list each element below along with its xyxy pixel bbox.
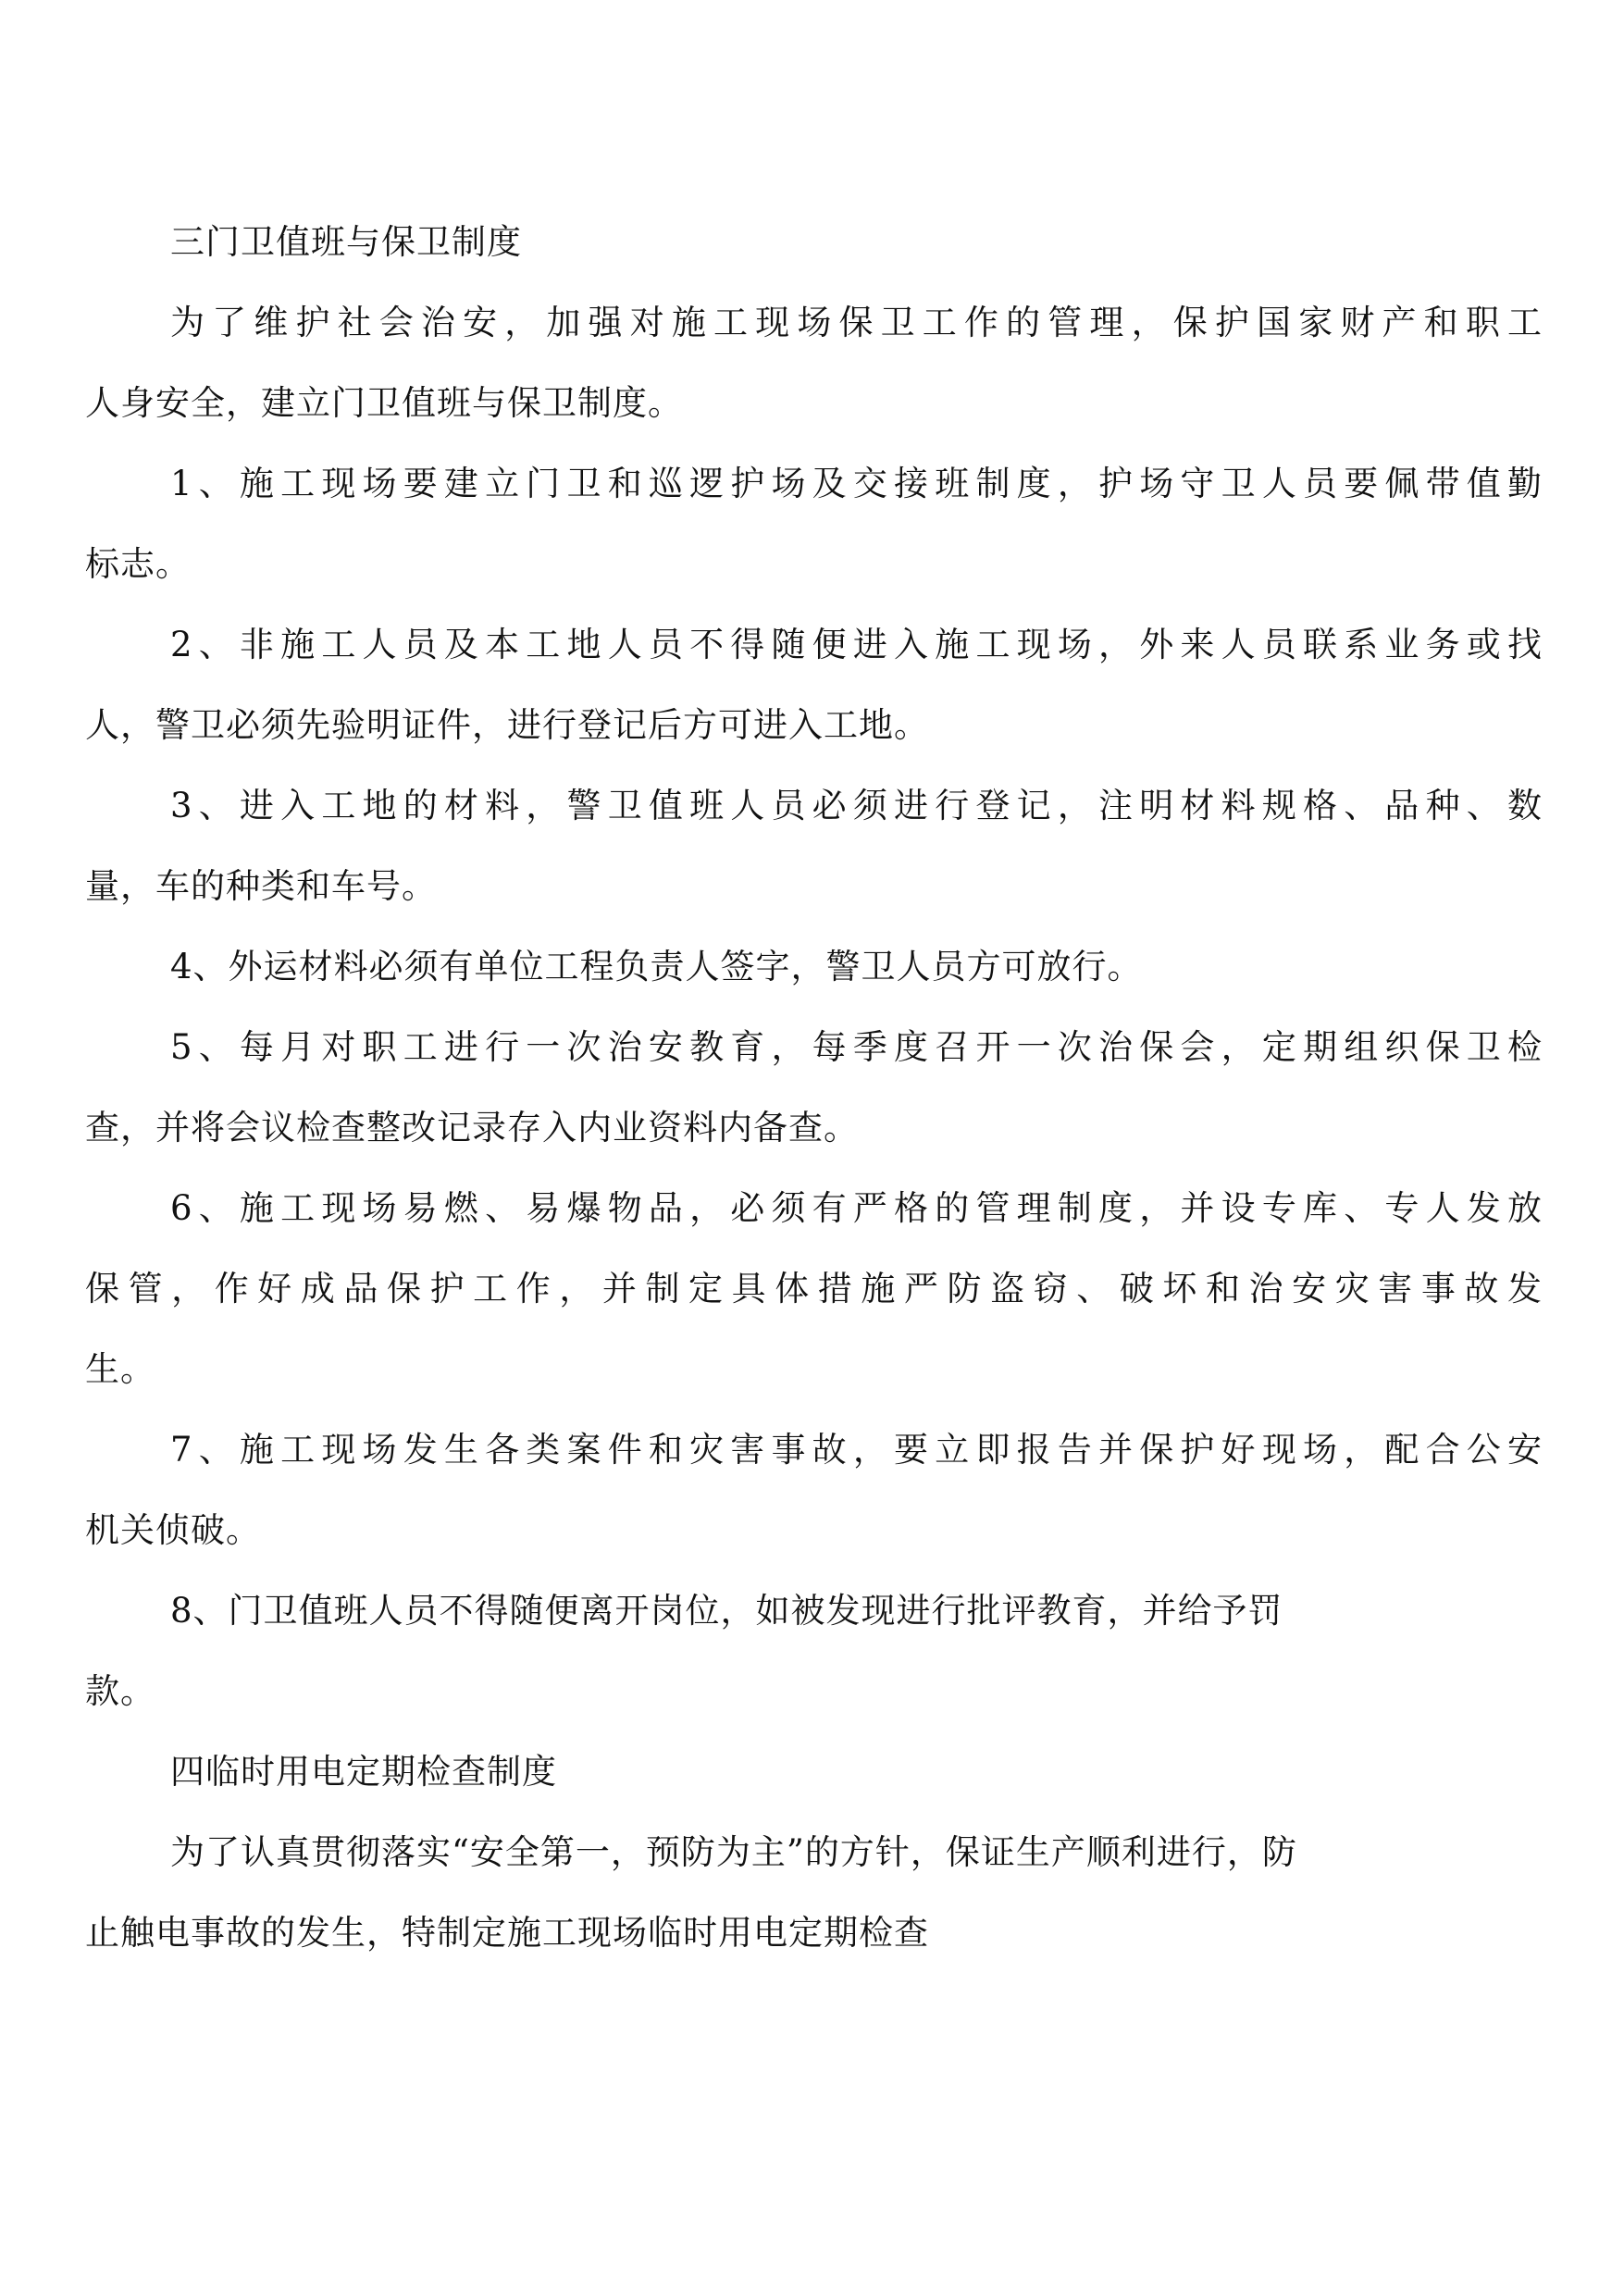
rule-2-line-1: 2、非施工人员及本工地人员不得随便进入施工现场，外来人员联系业务或找 [170, 625, 1543, 664]
rule-5-line-2: 查，并将会议检查整改记录存入内业资料内备查。 [85, 1108, 859, 1148]
rule-3-line-2: 量，车的种类和车号。 [85, 866, 437, 906]
rule-3-line-1: 3、进入工地的材料，警卫值班人员必须进行登记，注明材料规格、品种、数 [170, 786, 1543, 825]
rule-4-line-1: 4、外运材料必须有单位工程负责人签字，警卫人员方可放行。 [170, 947, 1143, 986]
section-4-intro-line-1: 为了认真贯彻落实“安全第一，预防为主”的方针，保证生产顺利进行，防 [170, 1832, 1297, 1872]
rule-1-line-1: 1、施工现场要建立门卫和巡逻护场及交接班制度，护场守卫人员要佩带值勤 [170, 464, 1543, 503]
rule-6-line-3: 生。 [85, 1349, 155, 1389]
section-4-intro-line-2: 止触电事故的发生，特制定施工现场临时用电定期检查 [85, 1913, 929, 1953]
rule-7-line-2: 机关侦破。 [85, 1510, 261, 1550]
rule-6-line-2: 保管，作好成品保护工作，并制定具体措施严防盗窃、破坏和治安灾害事故发 [85, 1269, 1543, 1309]
section-3-intro-line-1: 为了维护社会治安，加强对施工现场保卫工作的管理，保护国家财产和职工 [170, 303, 1543, 342]
section-3-title: 三门卫值班与保卫制度 [170, 222, 522, 262]
rule-7-line-1: 7、施工现场发生各类案件和灾害事故，要立即报告并保护好现场，配合公安 [170, 1430, 1543, 1470]
rule-6-line-1: 6、施工现场易燃、易爆物品，必须有严格的管理制度，并设专库、专人发放 [170, 1188, 1543, 1228]
section-4-title: 四临时用电定期检查制度 [170, 1752, 557, 1792]
rule-2-line-2: 人，警卫必须先验明证件，进行登记后方可进入工地。 [85, 705, 929, 745]
rule-1-line-2: 标志。 [85, 544, 191, 584]
rule-5-line-1: 5、每月对职工进行一次治安教育，每季度召开一次治保会，定期组织保卫检 [170, 1027, 1543, 1067]
section-3-intro-line-2: 人身安全，建立门卫值班与保卫制度。 [85, 383, 683, 423]
document-page [85, 202, 1543, 1973]
rule-8-line-2: 款。 [85, 1671, 155, 1711]
rule-8-line-1: 8、门卫值班人员不得随便离开岗位，如被发现进行批评教育，并给予罚 [170, 1591, 1283, 1631]
